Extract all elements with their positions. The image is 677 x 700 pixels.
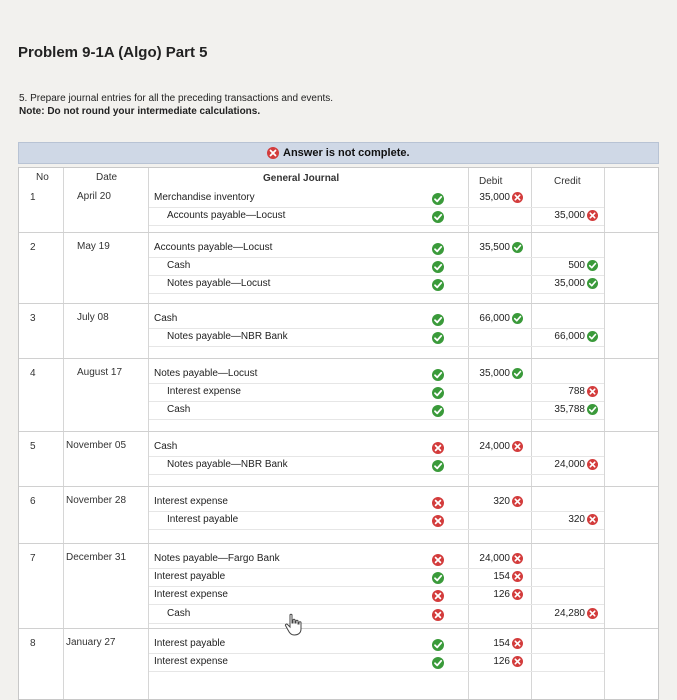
journal-table	[18, 167, 659, 700]
debit-field[interactable]	[493, 571, 523, 582]
entry-date[interactable]: May 19	[77, 241, 110, 252]
incorrect-icon	[587, 459, 598, 470]
credit-value: 788	[568, 386, 585, 398]
instructions	[19, 92, 333, 118]
credit-field[interactable]	[554, 404, 598, 415]
correct-icon	[587, 331, 598, 342]
line-divider	[149, 293, 604, 294]
entry-number: 7	[30, 553, 36, 564]
entry-number: 8	[30, 638, 36, 649]
credit-field[interactable]	[554, 210, 598, 221]
account-field[interactable]: Cash	[154, 441, 178, 452]
credit-value: 35,000	[554, 210, 585, 222]
correct-icon	[587, 260, 598, 271]
column-divider	[148, 168, 149, 699]
line-divider	[149, 568, 604, 569]
entry-separator	[19, 486, 658, 487]
header-debit: Debit	[479, 176, 503, 187]
incorrect-icon	[512, 553, 523, 564]
incorrect-icon	[512, 441, 523, 452]
account-field[interactable]: Cash	[154, 313, 178, 324]
incorrect-icon	[432, 554, 444, 566]
credit-value: 24,000	[554, 459, 585, 471]
correct-icon	[432, 261, 444, 273]
entry-separator	[19, 628, 658, 629]
line-divider	[149, 671, 604, 672]
entry-separator	[19, 232, 658, 233]
credit-value: 35,788	[554, 404, 585, 416]
entry-date[interactable]: April 20	[77, 191, 111, 202]
banner-text: Answer is not complete.	[283, 147, 410, 159]
debit-value: 24,000	[479, 553, 510, 564]
line-divider	[149, 511, 604, 512]
incorrect-icon	[432, 609, 444, 621]
debit-value: 35,000	[479, 192, 510, 203]
debit-field[interactable]	[493, 656, 523, 667]
credit-value: 35,000	[554, 278, 585, 290]
entry-number: 3	[30, 313, 36, 324]
credit-field[interactable]	[568, 260, 598, 271]
line-divider	[149, 328, 604, 329]
column-divider	[63, 168, 64, 699]
line-divider	[149, 456, 604, 457]
incorrect-icon	[587, 210, 598, 221]
correct-icon	[432, 657, 444, 669]
credit-field[interactable]	[568, 386, 598, 397]
credit-field[interactable]	[554, 278, 598, 289]
credit-value: 24,280	[554, 607, 585, 619]
account-field[interactable]: Cash	[167, 607, 191, 619]
correct-icon	[432, 279, 444, 291]
page-title: Problem 9-1A (Algo) Part 5	[18, 44, 208, 61]
correct-icon	[432, 332, 444, 344]
instruction-text: 5. Prepare journal entries for all the preceding transactions and events.	[19, 93, 334, 104]
line-divider	[149, 207, 604, 208]
correct-icon	[432, 460, 444, 472]
line-divider	[149, 383, 604, 384]
account-field[interactable]: Notes payable—NBR Bank	[167, 331, 288, 343]
debit-value: 35,500	[479, 242, 510, 253]
incomplete-icon	[267, 147, 279, 159]
account-field[interactable]: Cash	[167, 404, 191, 416]
correct-icon	[512, 242, 523, 253]
entry-date[interactable]: January 27	[66, 637, 116, 648]
entry-date[interactable]: July 08	[77, 312, 109, 323]
line-divider	[149, 257, 604, 258]
column-divider	[468, 168, 469, 699]
incorrect-icon	[512, 656, 523, 667]
correct-icon	[432, 639, 444, 651]
correct-icon	[432, 211, 444, 223]
entry-number: 6	[30, 496, 36, 507]
incorrect-icon	[512, 496, 523, 507]
credit-value: 66,000	[554, 331, 585, 343]
credit-field[interactable]	[554, 608, 598, 619]
debit-value: 66,000	[479, 313, 510, 324]
correct-icon	[432, 193, 444, 205]
credit-value: 320	[568, 514, 585, 526]
hand-pointer-icon	[283, 613, 303, 642]
account-field[interactable]: Accounts payable—Locust	[167, 210, 286, 222]
correct-icon	[512, 368, 523, 379]
debit-field[interactable]	[479, 192, 523, 203]
entry-date[interactable]: November 28	[66, 495, 127, 506]
header-date: Date	[96, 172, 118, 183]
correct-icon	[432, 572, 444, 584]
line-divider	[149, 225, 604, 226]
account-field[interactable]: Interest payable	[154, 638, 226, 649]
line-divider	[149, 419, 604, 420]
incorrect-icon	[587, 386, 598, 397]
correct-icon	[512, 313, 523, 324]
debit-value: 24,000	[479, 441, 510, 452]
header-general-journal: General Journal	[263, 173, 340, 184]
account-field[interactable]: Interest payable	[154, 571, 226, 583]
line-divider	[149, 604, 604, 605]
account-field[interactable]: Notes payable—Fargo Bank	[154, 553, 280, 564]
incorrect-icon	[432, 497, 444, 509]
debit-field[interactable]	[479, 553, 523, 564]
account-field[interactable]: Interest payable	[167, 514, 239, 526]
line-divider	[149, 275, 604, 276]
account-field[interactable]: Notes payable—Locust	[167, 278, 271, 290]
debit-field[interactable]	[493, 638, 523, 649]
entry-number: 2	[30, 242, 36, 253]
credit-field[interactable]	[554, 331, 598, 342]
account-field[interactable]: Cash	[167, 260, 191, 272]
debit-value: 35,000	[479, 368, 510, 379]
credit-value: 500	[568, 260, 585, 272]
line-divider	[149, 529, 604, 530]
answer-status-banner	[18, 142, 659, 164]
credit-field[interactable]	[554, 459, 598, 470]
line-divider	[149, 474, 604, 475]
account-field[interactable]: Merchandise inventory	[154, 192, 255, 203]
line-divider	[149, 401, 604, 402]
correct-icon	[432, 405, 444, 417]
incorrect-icon	[587, 608, 598, 619]
debit-field[interactable]	[479, 313, 523, 324]
column-divider	[531, 168, 532, 699]
entry-date[interactable]: December 31	[66, 552, 127, 563]
debit-field[interactable]	[493, 589, 523, 600]
entry-number: 1	[30, 192, 36, 203]
account-field[interactable]: Accounts payable—Locust	[154, 242, 273, 253]
incorrect-icon	[432, 590, 444, 602]
debit-value: 126	[493, 656, 510, 668]
debit-value: 154	[493, 638, 510, 649]
correct-icon	[432, 387, 444, 399]
incorrect-icon	[587, 514, 598, 525]
incorrect-icon	[512, 638, 523, 649]
entry-separator	[19, 543, 658, 544]
line-divider	[149, 586, 604, 587]
correct-icon	[587, 278, 598, 289]
entry-date[interactable]: August 17	[77, 367, 123, 378]
debit-field[interactable]	[493, 496, 523, 507]
account-field[interactable]: Interest expense	[154, 496, 228, 507]
correct-icon	[432, 369, 444, 381]
line-divider	[149, 653, 604, 654]
header-no: No	[36, 172, 49, 183]
debit-value: 320	[493, 496, 510, 507]
debit-field[interactable]	[479, 441, 523, 452]
entry-separator	[19, 358, 658, 359]
incorrect-icon	[512, 589, 523, 600]
correct-icon	[432, 314, 444, 326]
correct-icon	[432, 243, 444, 255]
entry-number: 4	[30, 368, 36, 379]
entry-date[interactable]: November 05	[66, 440, 127, 451]
rounding-note: Note: Do not round your intermediate calculations.	[19, 106, 261, 117]
account-field[interactable]: Notes payable—NBR Bank	[167, 459, 288, 471]
incorrect-icon	[512, 192, 523, 203]
incorrect-icon	[432, 515, 444, 527]
account-field[interactable]: Interest expense	[154, 656, 228, 668]
credit-field[interactable]	[568, 514, 598, 525]
account-field[interactable]: Interest expense	[167, 386, 241, 398]
line-divider	[149, 346, 604, 347]
correct-icon	[587, 404, 598, 415]
incorrect-icon	[432, 442, 444, 454]
account-field[interactable]: Notes payable—Locust	[154, 368, 258, 379]
entry-separator	[19, 303, 658, 304]
header-credit: Credit	[554, 176, 581, 187]
debit-field[interactable]	[479, 242, 523, 253]
entry-number: 5	[30, 441, 36, 452]
line-divider	[149, 623, 604, 624]
incorrect-icon	[512, 571, 523, 582]
debit-field[interactable]	[479, 368, 523, 379]
account-field[interactable]: Interest expense	[154, 589, 228, 601]
debit-value: 126	[493, 589, 510, 601]
column-divider	[604, 168, 605, 699]
debit-value: 154	[493, 571, 510, 583]
entry-separator	[19, 431, 658, 432]
